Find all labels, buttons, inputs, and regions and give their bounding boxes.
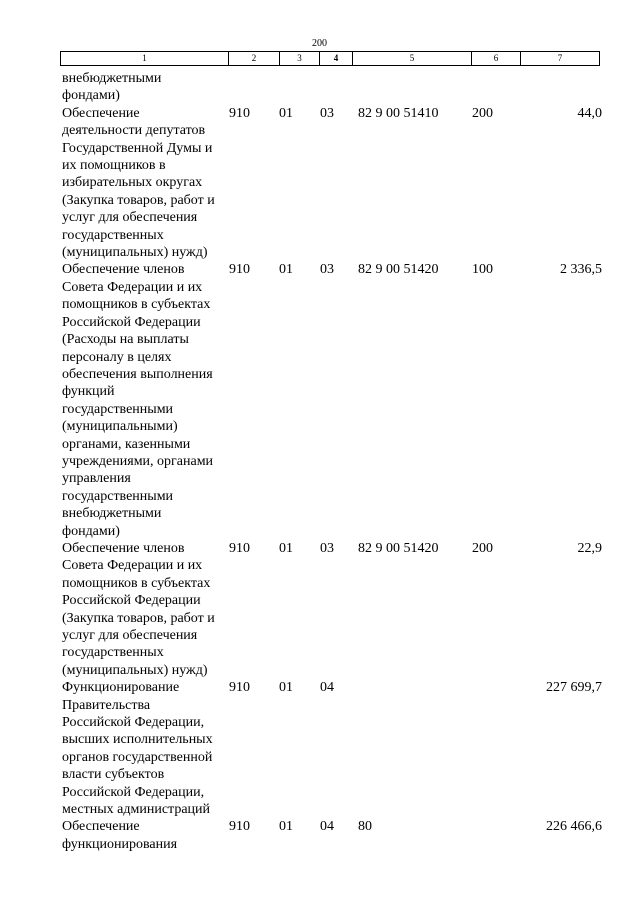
table-row: [0, 261, 639, 540]
column-header-7: 7: [520, 52, 599, 65]
row-subsection: 03: [320, 540, 334, 556]
row-type: 200: [472, 540, 493, 556]
table-row: [0, 105, 639, 262]
row-name: внебюджетными фондами): [62, 71, 162, 104]
row-name: Обеспечение деятельности депутатов Государственной Думы и их помощников в избирательных округах (Закупка товаров, работ и услуг для обеспечения государственных (муниципальных) нужд): [62, 105, 215, 261]
column-header-5: 5: [352, 52, 471, 65]
row-target: 82 9 00 51420: [358, 540, 439, 556]
row-amount: 2 336,5: [560, 262, 602, 278]
row-amount: 22,9: [577, 540, 602, 556]
row-code: 910: [229, 262, 250, 278]
row-name: Обеспечение членов Совета Федерации и их помощников в субъектах Российской Федерации (Закупка товаров, работ и услуг для обеспечения государственных (муниципальных) нужд): [62, 540, 215, 678]
row-code: 910: [229, 819, 250, 835]
row-section: 01: [279, 540, 293, 556]
row-section: 01: [279, 819, 293, 835]
table-row: [0, 70, 639, 105]
table-row: [0, 540, 639, 679]
column-header-2: 2: [228, 52, 279, 65]
column-header-6: 6: [471, 52, 520, 65]
table-row: [0, 818, 639, 853]
row-section: 01: [279, 680, 293, 696]
row-code: 910: [229, 105, 250, 121]
row-name: Функционирование Правительства Российской Федерации, высших исполнительных органов государственной власти субъектов Российской Федерации, местных администраций: [62, 680, 213, 818]
row-amount: 227 699,7: [546, 680, 602, 696]
row-type: 100: [472, 262, 493, 278]
row-section: 01: [279, 105, 293, 121]
row-amount: 44,0: [577, 105, 602, 121]
page-number: 200: [312, 38, 327, 49]
column-header-1: 1: [142, 53, 147, 63]
row-target: 82 9 00 51420: [358, 262, 439, 278]
table-body: [0, 70, 639, 853]
row-target: 80: [358, 819, 372, 835]
row-code: 910: [229, 680, 250, 696]
row-section: 01: [279, 262, 293, 278]
column-header-4: 4: [319, 52, 352, 65]
table-row: [0, 679, 639, 818]
row-subsection: 04: [320, 680, 334, 696]
row-subsection: 03: [320, 105, 334, 121]
row-name: Обеспечение функционирования: [62, 819, 178, 852]
row-subsection: 03: [320, 262, 334, 278]
row-type: 200: [472, 105, 493, 121]
row-target: 82 9 00 51410: [358, 105, 439, 121]
row-name: Обеспечение членов Совета Федерации и их помощников в субъектах Российской Федерации (Расходы на выплаты персоналу в целях обеспечения выполнения функций государственными (муниципальными) органами, казенными учреждениями, органами управления государственными внебюджетными фондами): [62, 262, 214, 539]
column-header-3: 3: [279, 52, 319, 65]
row-code: 910: [229, 540, 250, 556]
row-amount: 226 466,6: [546, 819, 602, 835]
row-subsection: 04: [320, 819, 334, 835]
column-header-row: [60, 51, 600, 66]
